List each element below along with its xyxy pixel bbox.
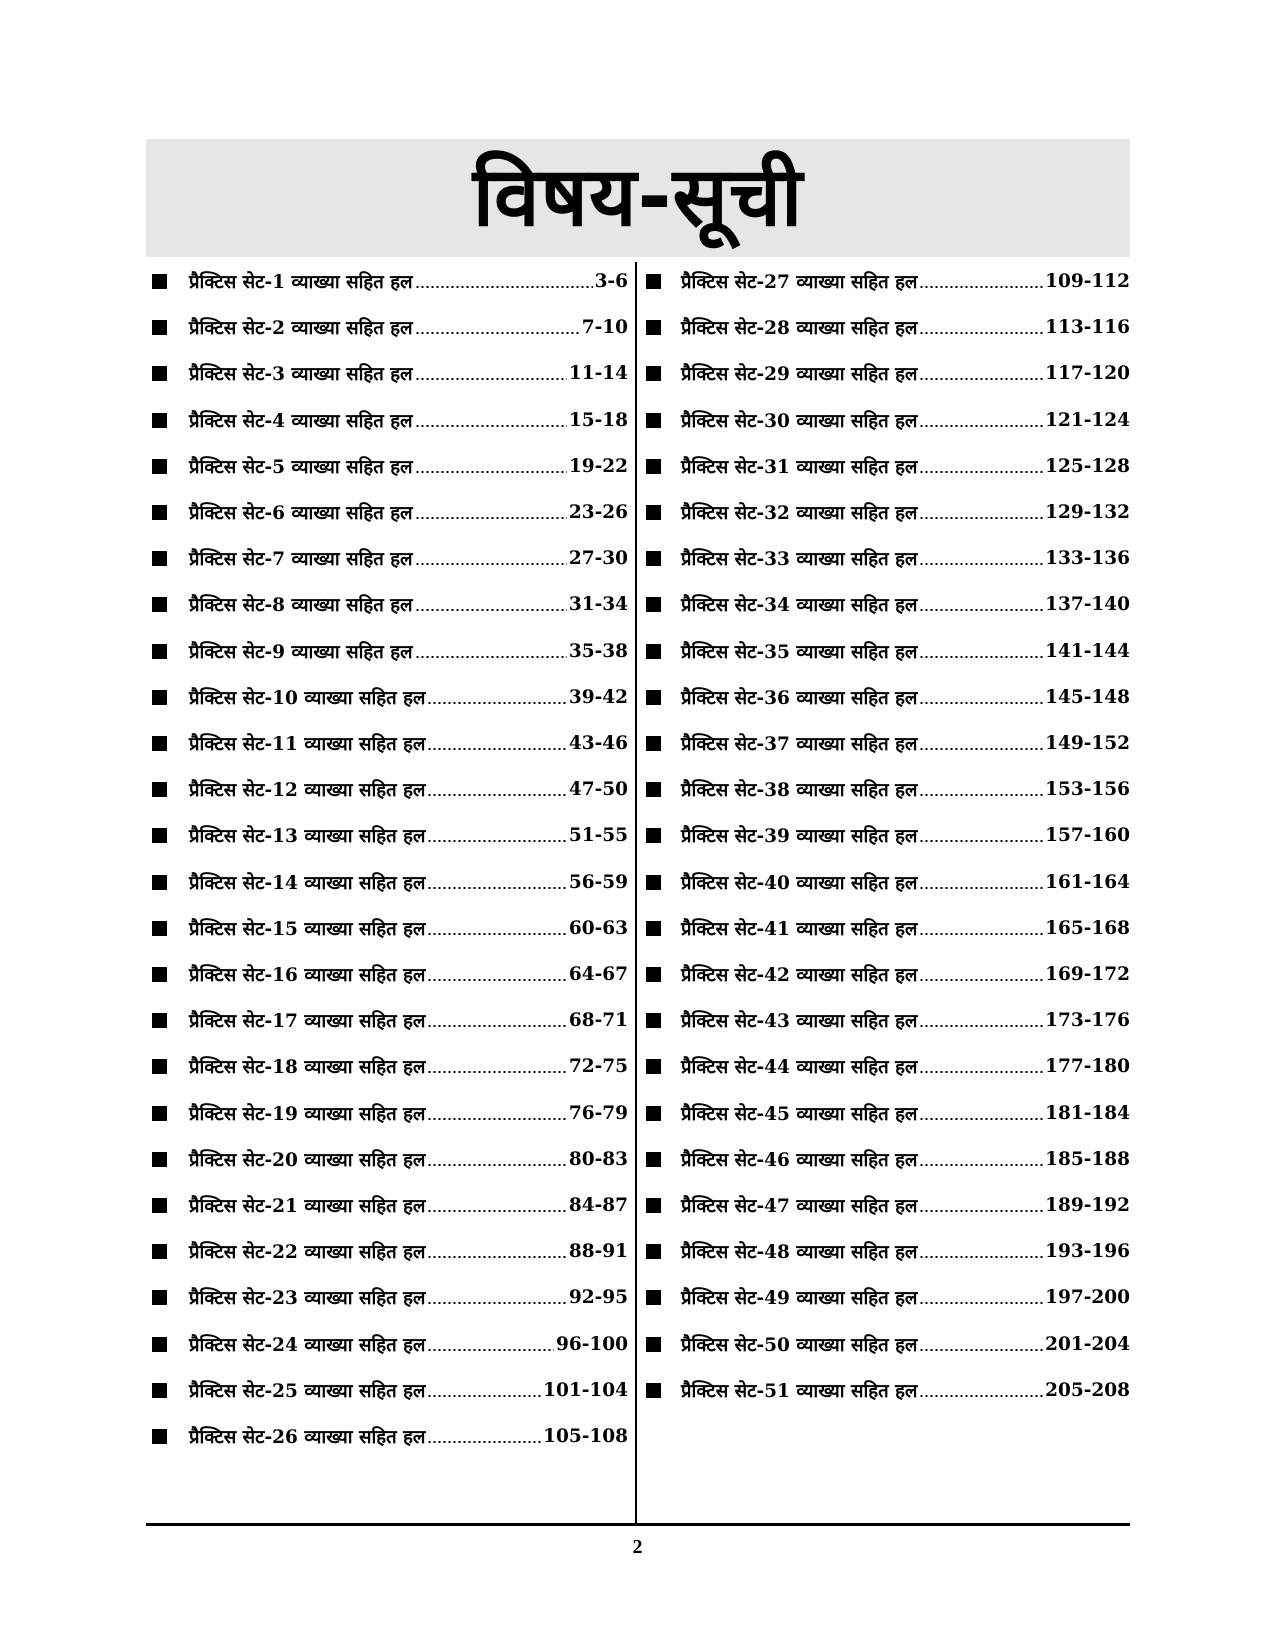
square-bullet-icon: [646, 1337, 661, 1352]
toc-entry[interactable]: [642, 495, 1130, 529]
toc-entry-label: प्रैक्टिस सेट-51 व्याख्या सहित हल: [681, 1380, 918, 1402]
toc-entry[interactable]: [146, 726, 628, 760]
dot-leader: [919, 656, 1043, 658]
toc-entry[interactable]: [146, 356, 628, 390]
toc-entry[interactable]: [642, 818, 1130, 852]
toc-entry-pages: 64-67: [568, 963, 628, 985]
toc-entry[interactable]: [642, 541, 1130, 575]
dot-leader: [427, 1349, 553, 1351]
toc-entry-label: प्रैक्टिस सेट-24 व्याख्या सहित हल: [189, 1334, 426, 1356]
toc-entry-label: प्रैक्टिस सेट-2 व्याख्या सहित हल: [189, 317, 413, 339]
square-bullet-icon: [152, 1013, 167, 1028]
square-bullet-icon: [646, 921, 661, 936]
dot-leader: [427, 1441, 541, 1443]
toc-entry-label: प्रैक्टिस सेट-40 व्याख्या सहित हल: [681, 872, 918, 894]
toc-entry-pages: 125-128: [1045, 455, 1130, 477]
dot-leader: [415, 425, 567, 427]
square-bullet-icon: [152, 690, 167, 705]
toc-entry-label: प्रैक्टिस सेट-48 व्याख्या सहित हल: [681, 1241, 918, 1263]
dot-leader: [415, 378, 567, 380]
toc-entry-label: प्रैक्टिस सेट-26 व्याख्या सहित हल: [189, 1426, 426, 1448]
dot-leader: [919, 1210, 1043, 1212]
square-bullet-icon: [646, 644, 661, 659]
toc-entry[interactable]: [146, 865, 628, 899]
page-title: विषय-सूची: [472, 150, 804, 245]
square-bullet-icon: [152, 1198, 167, 1213]
toc-entry-pages: 23-26: [568, 501, 628, 523]
square-bullet-icon: [152, 1244, 167, 1259]
toc-entry[interactable]: [146, 587, 628, 621]
toc-entry-label: प्रैक्टिस सेट-27 व्याख्या सहित हल: [681, 271, 918, 293]
toc-entry[interactable]: [146, 1049, 628, 1083]
dot-leader: [919, 1395, 1043, 1397]
toc-entry-pages: 137-140: [1045, 593, 1130, 615]
toc-entry-pages: 60-63: [568, 917, 628, 939]
toc-entry-label: प्रैक्टिस सेट-15 व्याख्या सहित हल: [189, 918, 426, 940]
dot-leader: [415, 609, 567, 611]
dot-leader: [427, 1118, 566, 1120]
dot-leader: [427, 887, 566, 889]
dot-leader: [919, 563, 1043, 565]
toc-entry-label: प्रैक्टिस सेट-50 व्याख्या सहित हल: [681, 1334, 918, 1356]
toc-entry-pages: 129-132: [1045, 501, 1130, 523]
square-bullet-icon: [152, 875, 167, 890]
toc-entry-pages: 31-34: [568, 593, 628, 615]
square-bullet-icon: [152, 366, 167, 381]
toc-entry-pages: 169-172: [1045, 963, 1130, 985]
toc-entry-label: प्रैक्टिस सेट-38 व्याख्या सहित हल: [681, 779, 918, 801]
footer-rule: [146, 1523, 1130, 1526]
toc-entry-label: प्रैक्टिस सेट-34 व्याख्या सहित हल: [681, 594, 918, 616]
toc-entry-label: प्रैक्टिस सेट-14 व्याख्या सहित हल: [189, 872, 426, 894]
toc-entry[interactable]: [146, 1142, 628, 1176]
square-bullet-icon: [646, 320, 661, 335]
toc-entry-label: प्रैक्टिस सेट-16 व्याख्या सहित हल: [189, 964, 426, 986]
toc-entry-label: प्रैक्टिस सेट-31 व्याख्या सहित हल: [681, 456, 918, 478]
toc-entry-label: प्रैक्टिस सेट-28 व्याख्या सहित हल: [681, 317, 918, 339]
toc-entry[interactable]: [642, 634, 1130, 668]
toc-entry[interactable]: [146, 403, 628, 437]
square-bullet-icon: [646, 597, 661, 612]
toc-entry-pages: 88-91: [568, 1240, 628, 1262]
toc-entry[interactable]: [642, 1188, 1130, 1222]
square-bullet-icon: [152, 1383, 167, 1398]
toc-entry-label: प्रैक्टिस सेट-17 व्याख्या सहित हल: [189, 1010, 426, 1032]
toc-entry-pages: 149-152: [1045, 732, 1130, 754]
dot-leader: [919, 1118, 1043, 1120]
dot-leader: [427, 1210, 566, 1212]
toc-entry-label: प्रैक्टिस सेट-1 व्याख्या सहित हल: [189, 271, 413, 293]
square-bullet-icon: [152, 1152, 167, 1167]
toc-entry-label: प्रैक्टिस सेट-4 व्याख्या सहित हल: [189, 410, 413, 432]
toc-entry[interactable]: [146, 772, 628, 806]
dot-leader: [919, 1256, 1043, 1258]
toc-entry-pages: 165-168: [1045, 917, 1130, 939]
toc-entry[interactable]: [642, 1096, 1130, 1130]
toc-entry[interactable]: [642, 356, 1130, 390]
toc-entry-pages: 43-46: [568, 732, 628, 754]
toc-entry-pages: 84-87: [568, 1194, 628, 1216]
toc-entry[interactable]: [642, 865, 1130, 899]
toc-entry[interactable]: [642, 1234, 1130, 1268]
square-bullet-icon: [646, 413, 661, 428]
toc-entry-pages: 181-184: [1045, 1102, 1130, 1124]
square-bullet-icon: [646, 782, 661, 797]
toc-entry-label: प्रैक्टिस सेट-43 व्याख्या सहित हल: [681, 1010, 918, 1032]
square-bullet-icon: [152, 1337, 167, 1352]
dot-leader: [919, 425, 1043, 427]
dot-leader: [919, 1164, 1043, 1166]
dot-leader: [919, 609, 1043, 611]
dot-leader: [427, 1256, 566, 1258]
toc-entry[interactable]: [642, 1003, 1130, 1037]
toc-entry-pages: 19-22: [568, 455, 628, 477]
toc-entry-pages: 3-6: [594, 270, 628, 292]
square-bullet-icon: [646, 274, 661, 289]
toc-entry-label: प्रैक्टिस सेट-49 व्याख्या सहित हल: [681, 1287, 918, 1309]
toc-entry[interactable]: [146, 1003, 628, 1037]
square-bullet-icon: [152, 782, 167, 797]
square-bullet-icon: [646, 828, 661, 843]
square-bullet-icon: [152, 459, 167, 474]
toc-entry-label: प्रैक्टिस सेट-29 व्याख्या सहित हल: [681, 363, 918, 385]
toc-entry-pages: 96-100: [555, 1333, 628, 1355]
toc-entry[interactable]: [146, 911, 628, 945]
dot-leader: [415, 471, 567, 473]
toc-entry-label: प्रैक्टिस सेट-19 व्याख्या सहित हल: [189, 1103, 426, 1125]
toc-entry-label: प्रैक्टिस सेट-3 व्याख्या सहित हल: [189, 363, 413, 385]
dot-leader: [415, 517, 567, 519]
dot-leader: [427, 1302, 566, 1304]
dot-leader: [919, 332, 1043, 334]
toc-entry[interactable]: [146, 1419, 628, 1453]
toc-entry-pages: 80-83: [568, 1148, 628, 1170]
toc-entry[interactable]: [642, 1280, 1130, 1314]
toc-entry-pages: 113-116: [1045, 316, 1130, 338]
toc-entry-label: प्रैक्टिस सेट-7 व्याख्या सहित हल: [189, 548, 413, 570]
toc-entry-pages: 117-120: [1045, 362, 1130, 384]
toc-entry-pages: 72-75: [568, 1055, 628, 1077]
square-bullet-icon: [152, 505, 167, 520]
dot-leader: [427, 933, 566, 935]
toc-entry[interactable]: [642, 726, 1130, 760]
square-bullet-icon: [646, 967, 661, 982]
dot-leader: [427, 1395, 541, 1397]
dot-leader: [919, 1071, 1043, 1073]
toc-entry[interactable]: [642, 587, 1130, 621]
square-bullet-icon: [152, 1059, 167, 1074]
toc-entry-pages: 141-144: [1045, 640, 1130, 662]
toc-entry-label: प्रैक्टिस सेट-20 व्याख्या सहित हल: [189, 1149, 426, 1171]
dot-leader: [415, 332, 580, 334]
square-bullet-icon: [646, 690, 661, 705]
toc-entry-pages: 47-50: [568, 778, 628, 800]
square-bullet-icon: [646, 1244, 661, 1259]
square-bullet-icon: [646, 505, 661, 520]
dot-leader: [919, 748, 1043, 750]
toc-entry-pages: 7-10: [581, 316, 628, 338]
dot-leader: [427, 840, 566, 842]
toc-entry-label: प्रैक्टिस सेट-12 व्याख्या सहित हल: [189, 779, 426, 801]
square-bullet-icon: [646, 875, 661, 890]
toc-entry[interactable]: [642, 310, 1130, 344]
toc-entry[interactable]: [146, 1327, 628, 1361]
toc-entry-label: प्रैक्टिस सेट-6 व्याख्या सहित हल: [189, 502, 413, 524]
toc-entry-label: प्रैक्टिस सेट-25 व्याख्या सहित हल: [189, 1380, 426, 1402]
toc-entry[interactable]: [146, 264, 628, 298]
toc-entry-pages: 133-136: [1045, 547, 1130, 569]
square-bullet-icon: [152, 1429, 167, 1444]
dot-leader: [427, 1164, 566, 1166]
toc-entry-label: प्रैक्टिस सेट-10 व्याख्या सहित हल: [189, 687, 426, 709]
dot-leader: [919, 840, 1043, 842]
toc-entry[interactable]: [146, 1096, 628, 1130]
toc-entry[interactable]: [146, 818, 628, 852]
toc-entry-pages: 185-188: [1045, 1148, 1130, 1170]
toc-entry-pages: 205-208: [1045, 1379, 1130, 1401]
toc-entry[interactable]: [642, 680, 1130, 714]
square-bullet-icon: [646, 1059, 661, 1074]
toc-entry-pages: 109-112: [1045, 270, 1130, 292]
square-bullet-icon: [646, 1152, 661, 1167]
square-bullet-icon: [152, 1106, 167, 1121]
square-bullet-icon: [152, 967, 167, 982]
toc-entry-label: प्रैक्टिस सेट-35 व्याख्या सहित हल: [681, 641, 918, 663]
column-divider: [635, 262, 637, 1524]
toc-entry-pages: 39-42: [568, 686, 628, 708]
toc-entry-pages: 173-176: [1045, 1009, 1130, 1031]
square-bullet-icon: [646, 1290, 661, 1305]
toc-entry-pages: 157-160: [1045, 824, 1130, 846]
square-bullet-icon: [646, 1106, 661, 1121]
page-number: 2: [632, 1536, 643, 1558]
dot-leader: [919, 702, 1043, 704]
dot-leader: [427, 702, 566, 704]
dot-leader: [427, 794, 566, 796]
toc-entry-label: प्रैक्टिस सेट-33 व्याख्या सहित हल: [681, 548, 918, 570]
dot-leader: [919, 933, 1043, 935]
toc-entry[interactable]: [642, 1327, 1130, 1361]
toc-entry[interactable]: [146, 1234, 628, 1268]
dot-leader: [919, 979, 1043, 981]
dot-leader: [919, 517, 1043, 519]
toc-entry-pages: 189-192: [1045, 1194, 1130, 1216]
toc-entry-pages: 68-71: [568, 1009, 628, 1031]
toc-entry[interactable]: [642, 1142, 1130, 1176]
square-bullet-icon: [152, 320, 167, 335]
toc-entry[interactable]: [642, 772, 1130, 806]
dot-leader: [427, 748, 566, 750]
toc-entry-label: प्रैक्टिस सेट-13 व्याख्या सहित हल: [189, 825, 426, 847]
square-bullet-icon: [152, 921, 167, 936]
square-bullet-icon: [646, 1013, 661, 1028]
toc-entry-pages: 161-164: [1045, 871, 1130, 893]
toc-entry-pages: 197-200: [1045, 1286, 1130, 1308]
toc-entry[interactable]: [642, 403, 1130, 437]
toc-entry[interactable]: [146, 957, 628, 991]
toc-entry-pages: 76-79: [568, 1102, 628, 1124]
square-bullet-icon: [152, 597, 167, 612]
toc-entry-pages: 27-30: [568, 547, 628, 569]
toc-entry-pages: 101-104: [543, 1379, 628, 1401]
dot-leader: [427, 979, 566, 981]
toc-entry-label: प्रैक्टिस सेट-9 व्याख्या सहित हल: [189, 641, 413, 663]
square-bullet-icon: [152, 828, 167, 843]
toc-entry[interactable]: [146, 1280, 628, 1314]
toc-entry-pages: 56-59: [568, 871, 628, 893]
toc-entry-pages: 15-18: [568, 409, 628, 431]
square-bullet-icon: [646, 1383, 661, 1398]
square-bullet-icon: [646, 1198, 661, 1213]
toc-entry-label: प्रैक्टिस सेट-47 व्याख्या सहित हल: [681, 1195, 918, 1217]
square-bullet-icon: [152, 736, 167, 751]
toc-entry-label: प्रैक्टिस सेट-22 व्याख्या सहित हल: [189, 1241, 426, 1263]
toc-entry[interactable]: [642, 911, 1130, 945]
square-bullet-icon: [646, 459, 661, 474]
toc-entry-label: प्रैक्टिस सेट-11 व्याख्या सहित हल: [189, 733, 426, 755]
dot-leader: [919, 1349, 1043, 1351]
title-band: [146, 139, 1130, 257]
dot-leader: [415, 563, 567, 565]
toc-entry-label: प्रैक्टिस सेट-8 व्याख्या सहित हल: [189, 594, 413, 616]
toc-entry[interactable]: [642, 1049, 1130, 1083]
dot-leader: [415, 286, 593, 288]
dot-leader: [919, 887, 1043, 889]
dot-leader: [919, 1302, 1043, 1304]
toc-entry-pages: 51-55: [568, 824, 628, 846]
toc-entry-label: प्रैक्टिस सेट-30 व्याख्या सहित हल: [681, 410, 918, 432]
square-bullet-icon: [152, 413, 167, 428]
toc-entry-label: प्रैक्टिस सेट-42 व्याख्या सहित हल: [681, 964, 918, 986]
toc-entry-label: प्रैक्टिस सेट-44 व्याख्या सहित हल: [681, 1056, 918, 1078]
dot-leader: [919, 286, 1043, 288]
toc-entry-pages: 105-108: [543, 1425, 628, 1447]
toc-entry[interactable]: [146, 680, 628, 714]
toc-entry[interactable]: [642, 264, 1130, 298]
square-bullet-icon: [152, 1290, 167, 1305]
square-bullet-icon: [152, 644, 167, 659]
toc-entry-label: प्रैक्टिस सेट-46 व्याख्या सहित हल: [681, 1149, 918, 1171]
dot-leader: [919, 378, 1043, 380]
toc-entry-label: प्रैक्टिस सेट-32 व्याख्या सहित हल: [681, 502, 918, 524]
toc-entry[interactable]: [146, 449, 628, 483]
toc-entry-label: प्रैक्टिस सेट-23 व्याख्या सहित हल: [189, 1287, 426, 1309]
toc-entry-pages: 153-156: [1045, 778, 1130, 800]
square-bullet-icon: [646, 366, 661, 381]
square-bullet-icon: [646, 736, 661, 751]
toc-entry[interactable]: [146, 310, 628, 344]
toc-entry[interactable]: [146, 495, 628, 529]
toc-entry-label: प्रैक्टिस सेट-5 व्याख्या सहित हल: [189, 456, 413, 478]
toc-entry[interactable]: [146, 1188, 628, 1222]
toc-entry[interactable]: [642, 1373, 1130, 1407]
toc-entry[interactable]: [146, 634, 628, 668]
square-bullet-icon: [152, 274, 167, 289]
toc-entry-pages: 193-196: [1045, 1240, 1130, 1262]
toc-entry-label: प्रैक्टिस सेट-39 व्याख्या सहित हल: [681, 825, 918, 847]
dot-leader: [919, 1025, 1043, 1027]
toc-entry-label: प्रैक्टिस सेट-37 व्याख्या सहित हल: [681, 733, 918, 755]
toc-entry-pages: 121-124: [1045, 409, 1130, 431]
toc-entry[interactable]: [146, 1373, 628, 1407]
toc-entry-label: प्रैक्टिस सेट-18 व्याख्या सहित हल: [189, 1056, 426, 1078]
toc-entry[interactable]: [642, 449, 1130, 483]
dot-leader: [919, 794, 1043, 796]
dot-leader: [415, 656, 567, 658]
toc-entry-pages: 177-180: [1045, 1055, 1130, 1077]
toc-entry-label: प्रैक्टिस सेट-36 व्याख्या सहित हल: [681, 687, 918, 709]
dot-leader: [427, 1025, 566, 1027]
toc-entry[interactable]: [146, 541, 628, 575]
square-bullet-icon: [152, 551, 167, 566]
toc-entry-label: प्रैक्टिस सेट-21 व्याख्या सहित हल: [189, 1195, 426, 1217]
dot-leader: [427, 1071, 566, 1073]
dot-leader: [919, 471, 1043, 473]
toc-entry-pages: 35-38: [568, 640, 628, 662]
toc-entry-pages: 11-14: [568, 362, 628, 384]
toc-entry-pages: 201-204: [1045, 1333, 1130, 1355]
toc-entry-label: प्रैक्टिस सेट-45 व्याख्या सहित हल: [681, 1103, 918, 1125]
toc-entry-pages: 145-148: [1045, 686, 1130, 708]
toc-entry-label: प्रैक्टिस सेट-41 व्याख्या सहित हल: [681, 918, 918, 940]
toc-entry-pages: 92-95: [568, 1286, 628, 1308]
toc-entry[interactable]: [642, 957, 1130, 991]
square-bullet-icon: [646, 551, 661, 566]
